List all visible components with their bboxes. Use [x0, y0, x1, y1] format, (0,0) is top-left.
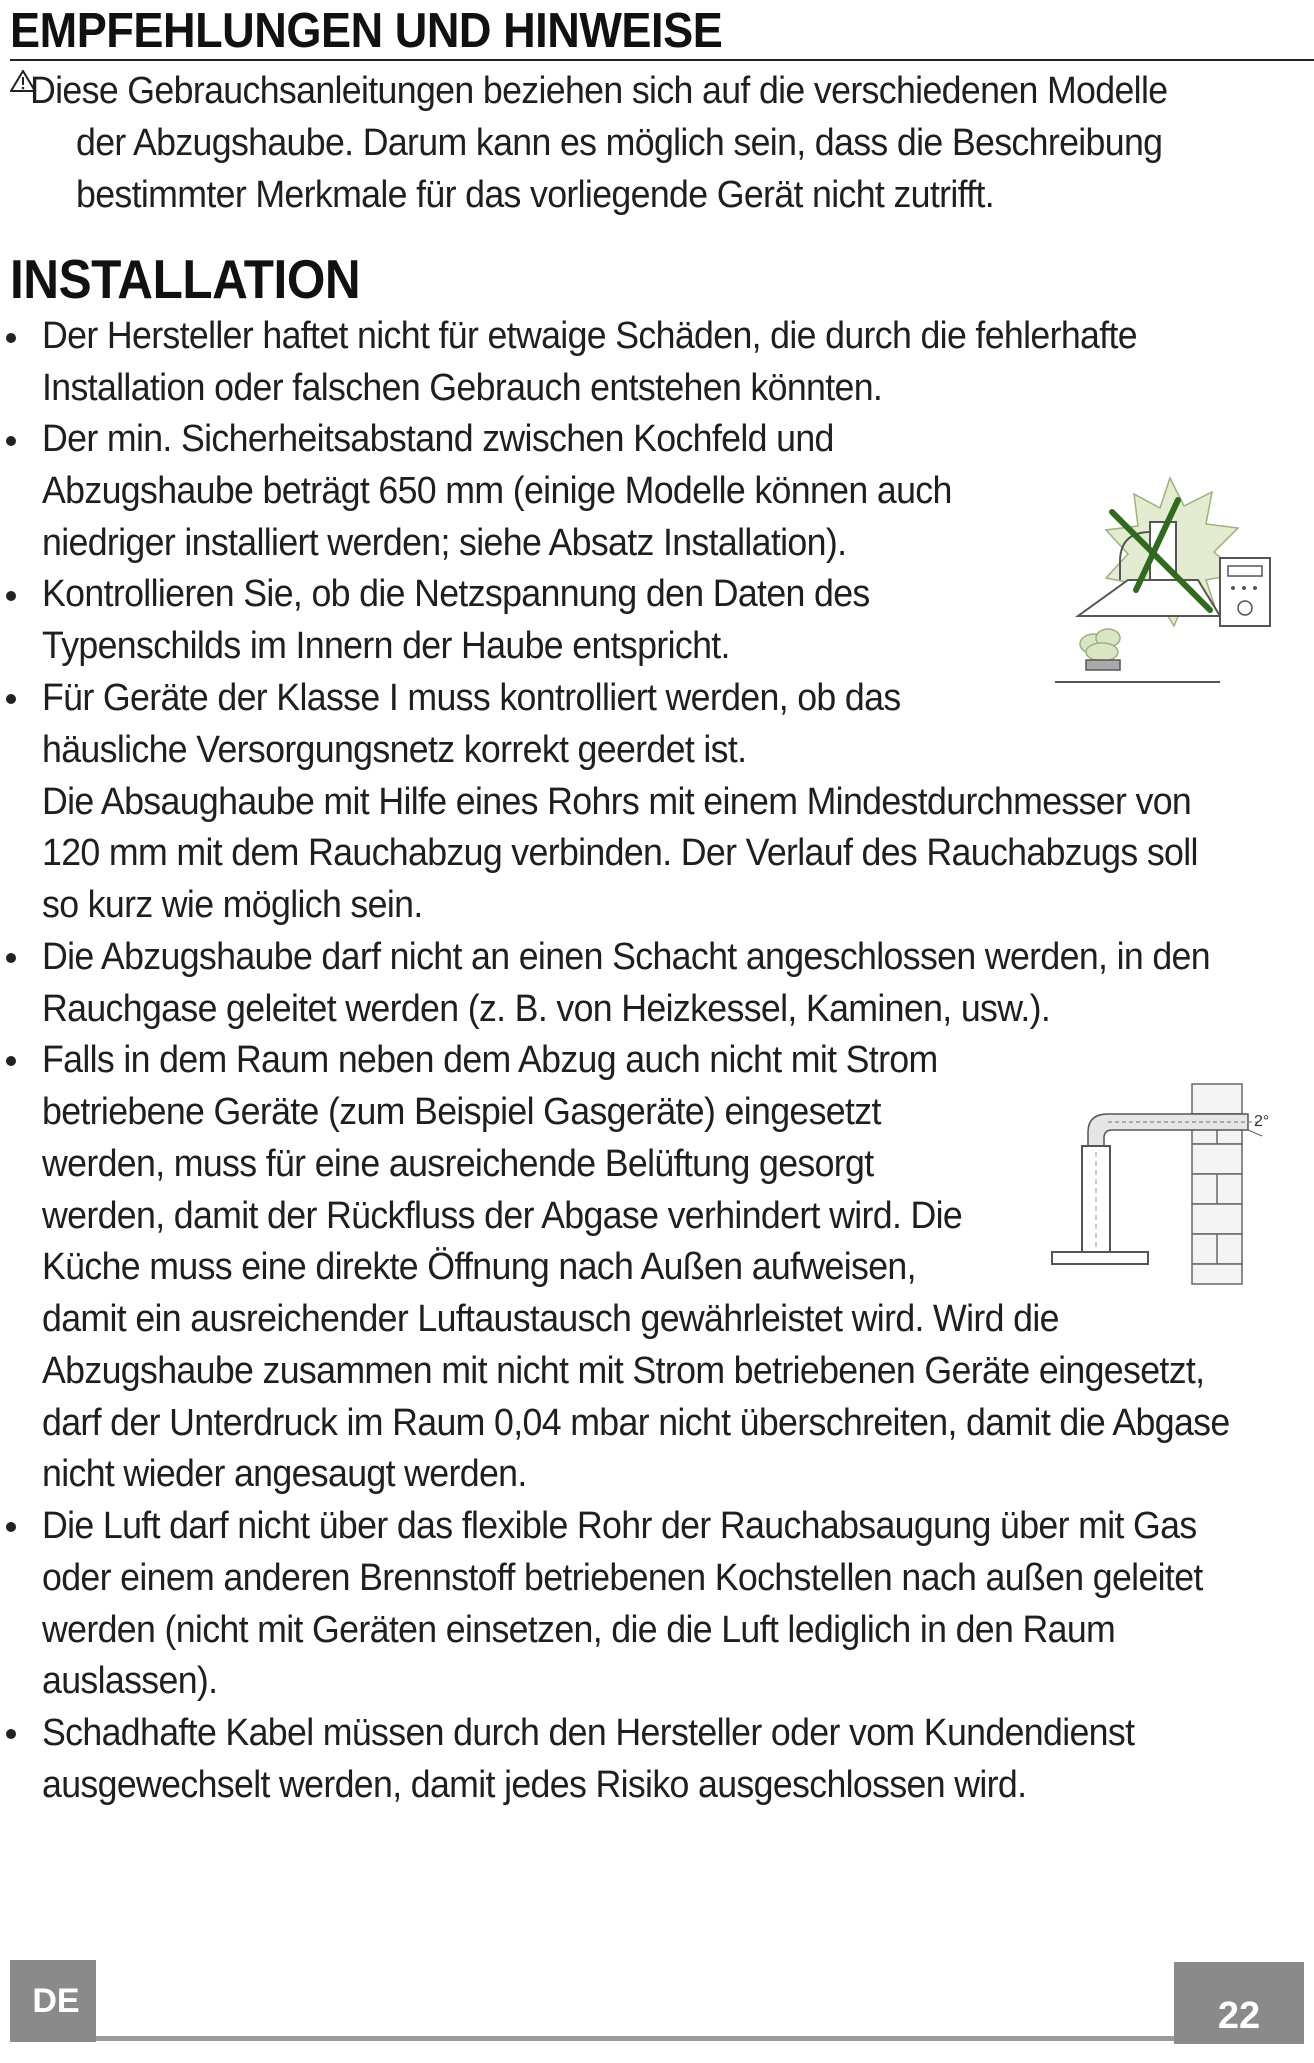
- text-line: Die Luft darf nicht über das flexible Rohr der Rauchabsaugung über mit Gas: [42, 1505, 1197, 1547]
- text-line: Falls in dem Raum neben dem Abzug auch nicht mit Strom: [42, 1039, 938, 1081]
- warning-line-3: bestimmter Merkmale für das vorliegende Gerät nicht zutrifft.: [76, 174, 995, 216]
- text-line: Der min. Sicherheitsabstand zwischen Kochfeld und: [42, 418, 834, 460]
- text-line: oder einem anderen Brennstoff betriebenen Kochstellen nach außen geleitet: [42, 1557, 1203, 1599]
- bullet-7: [6, 1522, 16, 1532]
- text-line: Die Abzugshaube darf nicht an einen Schacht angeschlossen werden, in den: [42, 936, 1210, 978]
- bullet-5: [6, 953, 16, 963]
- text-line: Abzugshaube zusammen mit nicht mit Strom betriebenen Geräte eingesetzt,: [42, 1350, 1205, 1392]
- text-line: Rauchgase geleitet werden (z. B. von Heizkessel, Kaminen, usw.).: [42, 988, 1051, 1030]
- bullet-8: [6, 1729, 16, 1739]
- bullet-4: [6, 694, 16, 704]
- footer-rule: [96, 2036, 1176, 2041]
- text-line: werden (nicht mit Geräten einsetzen, die die Luft lediglich in den Raum: [42, 1609, 1116, 1651]
- text-line: nicht wieder angesaugt werden.: [42, 1453, 527, 1495]
- text-line: werden, damit der Rückfluss der Abgase verhindert wird. Die: [42, 1195, 963, 1237]
- bullet-3: [6, 591, 16, 601]
- text-line: niedriger installiert werden; siehe Absatz Installation).: [42, 522, 847, 564]
- duct-angle-label: 2°: [1254, 1113, 1270, 1130]
- text-line: Die Absaughaube mit Hilfe eines Rohrs mit einem Mindestdurchmesser von: [42, 781, 1192, 823]
- bullet-2: [6, 436, 16, 446]
- section-title-installation: INSTALLATION: [10, 248, 361, 310]
- text-line: auslassen).: [42, 1660, 218, 1702]
- warning-line-1: Diese Gebrauchsanleitungen beziehen sich auf die verschiedenen Modelle: [30, 70, 1168, 112]
- bullet-6: [6, 1056, 16, 1066]
- section-title-empfehlungen: EMPFEHLUNGEN UND HINWEISE: [10, 4, 723, 58]
- text-line: Für Geräte der Klasse I muss kontrolliert werden, ob das: [42, 677, 901, 719]
- text-line: Der Hersteller haftet nicht für etwaige Schäden, die durch die fehlerhafte: [42, 315, 1137, 357]
- text-line: Abzugshaube beträgt 650 mm (einige Modelle können auch: [42, 470, 952, 512]
- duct-wall-icon: [1048, 1080, 1288, 1290]
- text-line: 120 mm mit dem Rauchabzug verbinden. Der Verlauf des Rauchabzugs soll: [42, 832, 1198, 874]
- text-line: Küche muss eine direkte Öffnung nach Außen aufweisen,: [42, 1246, 916, 1288]
- page-number: 22: [1174, 1962, 1304, 2044]
- text-line: damit ein ausreichender Luftaustausch gewährleistet wird. Wird die: [42, 1298, 1059, 1340]
- text-line: Kontrollieren Sie, ob die Netzspannung den Daten des: [42, 573, 870, 615]
- text-line: ausgewechselt werden, damit jedes Risiko ausgeschlossen wird.: [42, 1764, 1027, 1806]
- text-line: Typenschilds im Innern der Haube entspricht.: [42, 625, 730, 667]
- crossed-hood-flame-icon: [1050, 470, 1280, 690]
- title-underline: [10, 59, 1314, 61]
- text-line: Schadhafte Kabel müssen durch den Hersteller oder vom Kundendienst: [42, 1712, 1135, 1754]
- language-tab: DE: [10, 1960, 96, 2042]
- bullet-1: [6, 333, 16, 343]
- warning-line-2: der Abzugshaube. Darum kann es möglich sein, dass die Beschreibung: [76, 122, 1163, 164]
- text-line: darf der Unterdruck im Raum 0,04 mbar nicht überschreiten, damit die Abgase: [42, 1402, 1230, 1444]
- text-line: betriebene Geräte (zum Beispiel Gasgeräte) eingesetzt: [42, 1091, 881, 1133]
- text-line: werden, muss für eine ausreichende Belüftung gesorgt: [42, 1143, 874, 1185]
- text-line: Installation oder falschen Gebrauch entstehen könnten.: [42, 367, 883, 409]
- text-line: häusliche Versorgungsnetz korrekt geerdet ist.: [42, 729, 747, 771]
- text-line: so kurz wie möglich sein.: [42, 884, 423, 926]
